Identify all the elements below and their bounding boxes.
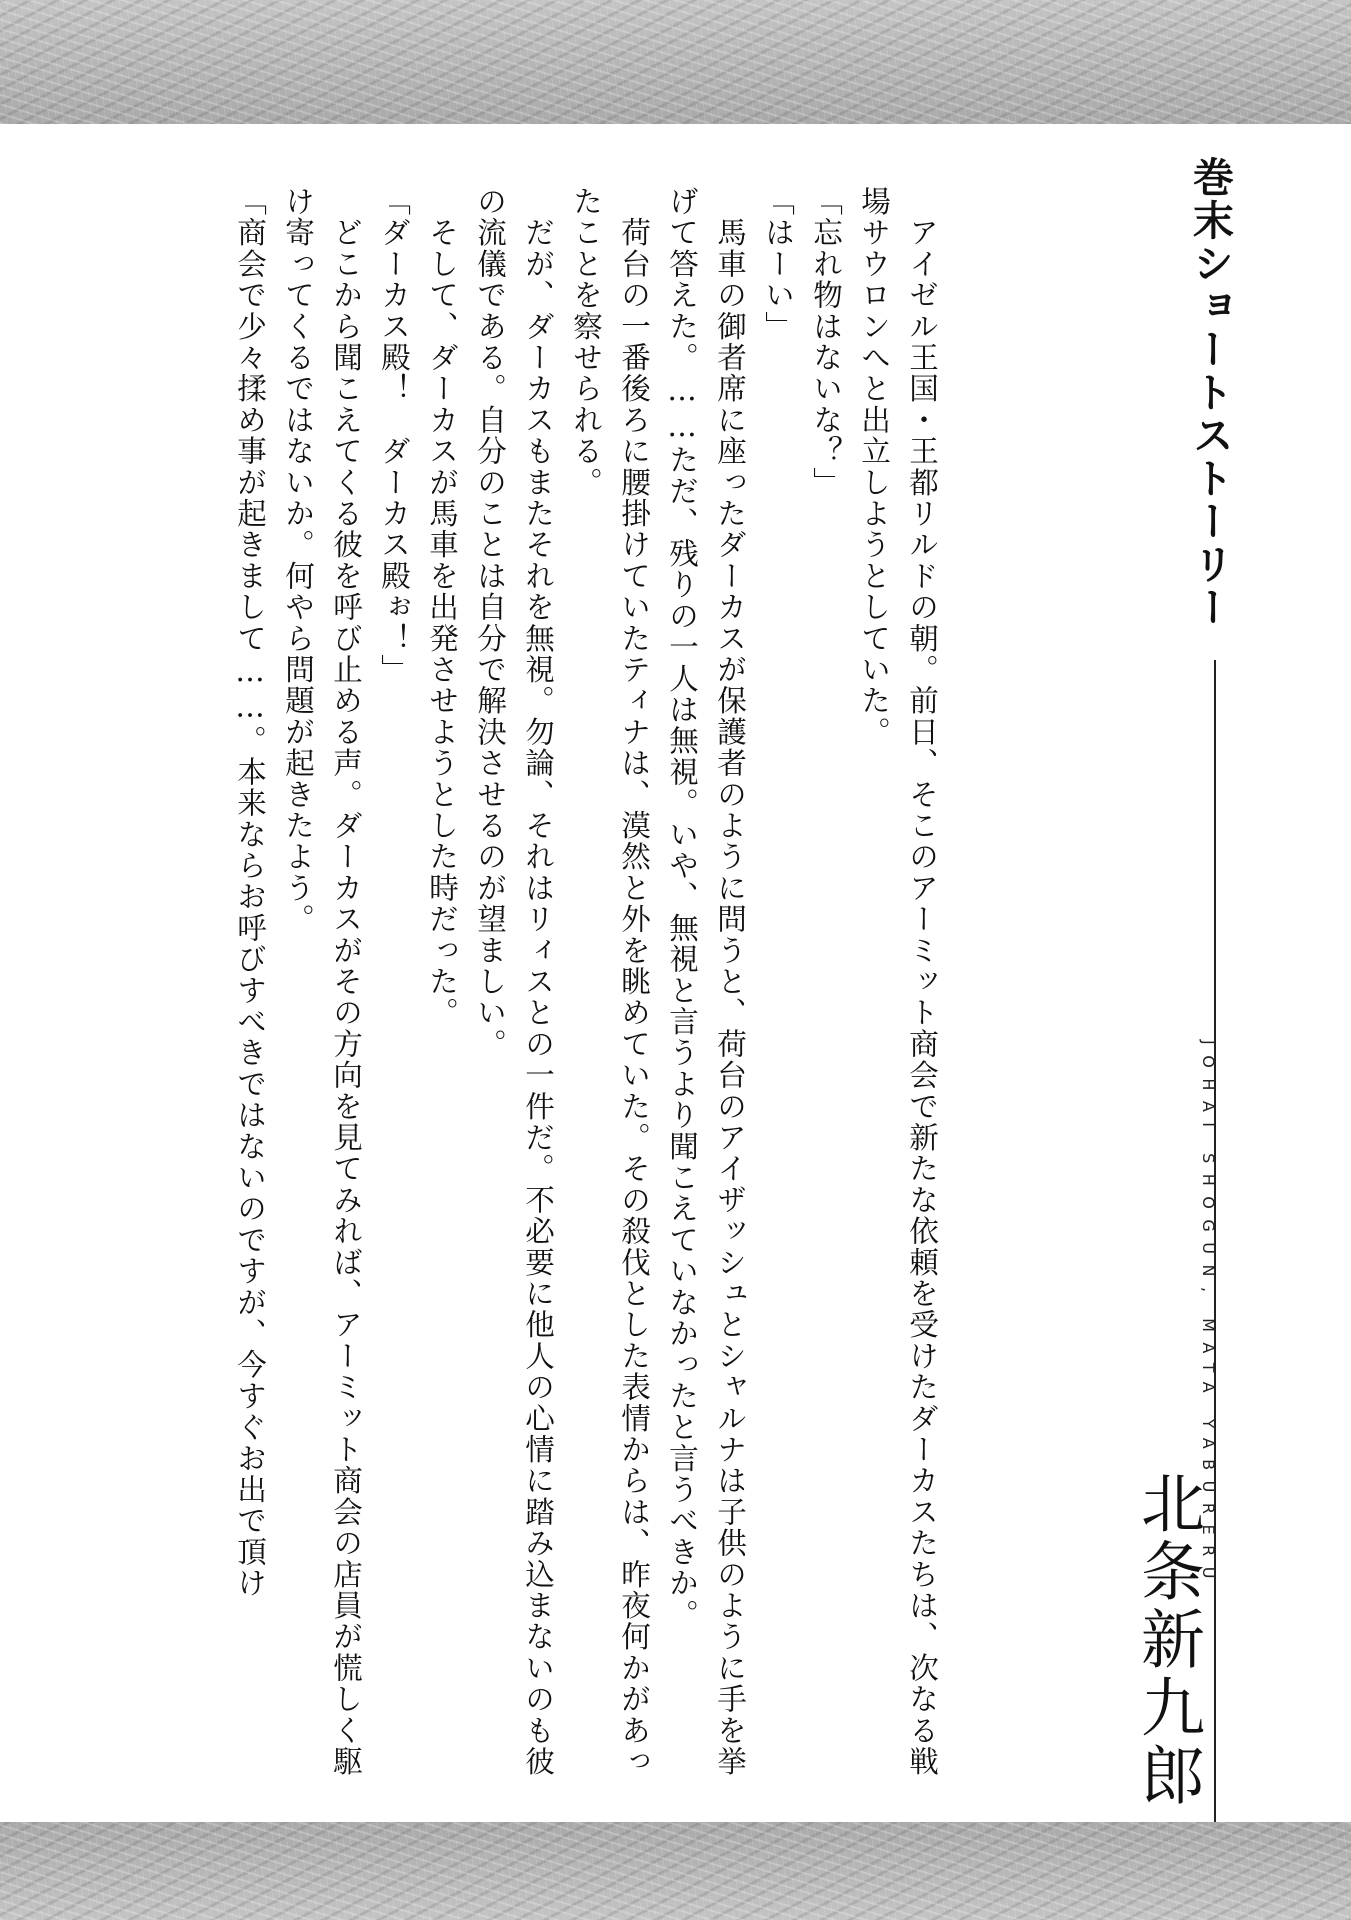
paragraph: 「忘れ物はないな？」 <box>809 186 843 498</box>
paragraph: だが、ダーカスもまたそれを無視。勿論、それはリィスとの一件だ。不必要に他人の心情に踏み込まないのも彼の流儀である。自分のことは自分で解決させるのが望ましい。 <box>473 186 555 1778</box>
author-romaji: JOHAI SHOGUN, MATA YABURERU <box>1199 1040 1218 1589</box>
chapter-title: 巻末ショートストーリー <box>1186 156 1234 629</box>
paragraph: 荷台の一番後ろに腰掛けていたティナは、漠然と外を眺めていた。その殺伐とした表情からは、昨夜何かがあったことを察せられる。 <box>569 186 651 1778</box>
top-texture-band <box>0 0 1351 124</box>
story-body <box>176 186 946 1796</box>
paragraph: 「ダーカス殿！ ダーカス殿ぉ！」 <box>377 186 411 686</box>
author-name: 北条新九郎 <box>1130 1470 1204 1810</box>
paragraph: アイゼル王国・王都リルドの朝。前日、そこのアーミット商会で新たな依頼を受けたダーカスたちは、次なる戦場サウロンへと出立しようとしていた。 <box>857 186 939 1778</box>
paragraph: どこから聞こえてくる彼を呼び止める声。ダーカスがその方向を見てみれば、アーミット商会の店員が慌しく駆け寄ってくるではないか。何やら問題が起きたよう。 <box>281 186 363 1778</box>
paragraph: 「はーい」 <box>761 186 795 342</box>
bottom-texture-band <box>0 1822 1351 1920</box>
paragraph: そして、ダーカスが馬車を出発させようとした時だった。 <box>425 186 459 1029</box>
paragraph: 「商会で少々揉め事が起きまして……。本来ならお呼びすべきではないのですが、今すぐお出で頂け <box>233 186 267 1599</box>
paragraph: 馬車の御者席に座ったダーカスが保護者のように問うと、荷台のアイザッシュとシャルナは子供のように手を挙げて答えた。……ただ、残りの一人は無視。いや、無視と言うより聞こえていなかったと言うべきか。 <box>665 186 747 1778</box>
